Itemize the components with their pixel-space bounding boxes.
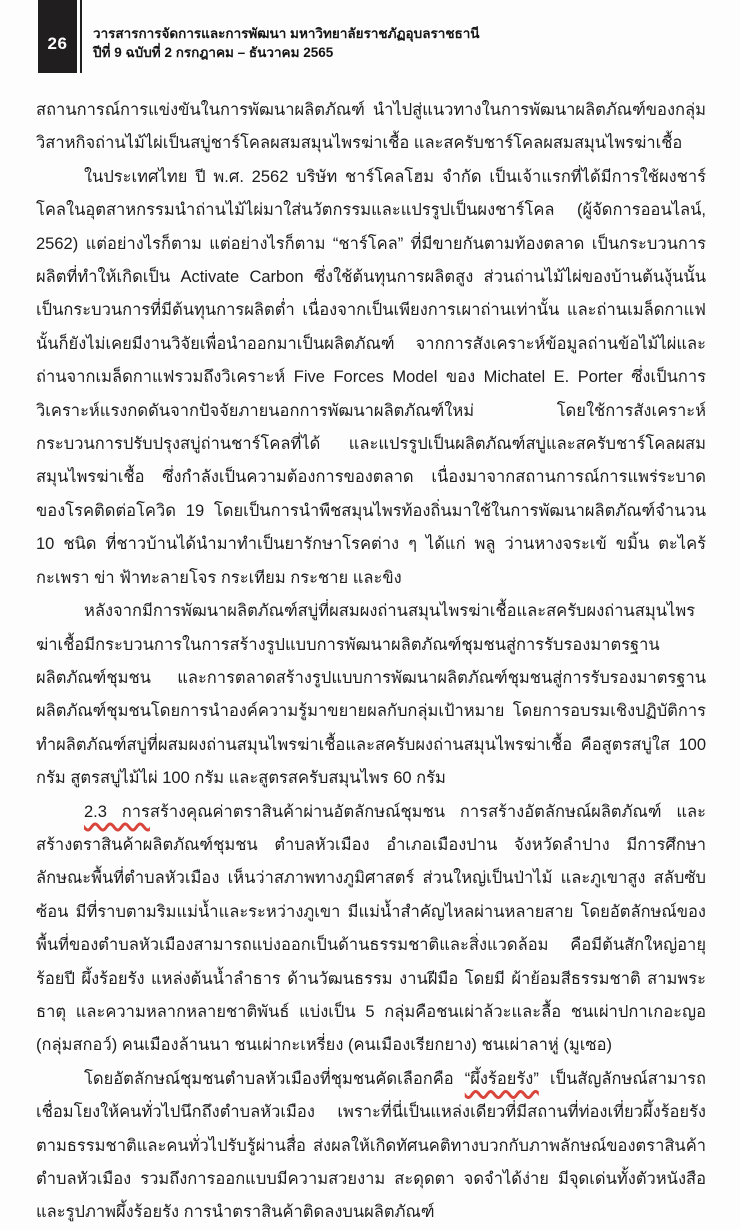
paragraph-text: หลังจากมีการพัฒนาผลิตภัณฑ์สบู่ที่ผสมผงถ่านสมุนไพรฆ่าเชื้อและสครับผงถ่านสมุนไพรฆ่าเชื้อมีกระบวนการในการสร้างรูปแบบการพัฒนาผลิตภัณฑ์ชุมชนสู่การรับรองมาตรฐานผลิตภัณฑ์ชุมชน และการตลาดสร้างรูปแบบการพัฒนาผลิตภัณฑ์ชุมชนสู่การรับรองมาตรฐานผลิตภัณฑ์ชุมชนโดยการนำองค์ความรู้มาขยายผลกับกลุ่มเป้าหมาย โดยการอบรมเชิงปฏิบัติการทำผลิตภัณฑ์สบู่ที่ผสมผงถ่านสมุนไพรฆ่าเชื้อและสครับผงถ่านสมุนไพรฆ่าเชื้อ คือสูตรสบู่ใส 100 กรัม สูตรสบู่ไม้ไผ่ 100 กรัม และสูตรสครับสมุนไพร 60 กรัม [36, 602, 706, 788]
page-number-box [38, 0, 77, 73]
article-body [36, 94, 706, 1230]
red-wavy-underline-annotation: 2.3 การ [84, 802, 150, 821]
paragraph-text: ในประเทศไทย ปี พ.ศ. 2562 บริษัท ชาร์โคลโฮม จำกัด เป็นเจ้าแรกที่ได้มีการใช้ผงชาร์โคลในอุตสาหกรรมนำถ่านไม้ไผ่มาใส่นวัตกรรมและแปรรูปเป็นผงชาร์โคล (ผู้จัดการออนไลน์, 2562) แต่อย่างไรก็ตาม แต่อย่างไรก็ตาม “ชาร์โคล” ที่มีขายกันตามท้องตลาด เป็นกระบวนการผลิตที่ทำให้เกิดเป็น Activate Carbon ซึ่งใช้ต้นทุนการผลิตสูง ส่วนถ่านไม้ไผ่ของบ้านต้นงุ้นนั้นเป็นกระบวนการที่มีต้นทุนการผลิตต่ำ เนื่องจากเป็นเพียงการเผาถ่านเท่านั้น และถ่านเมล็ดกาแฟนั้นก็ยังไม่เคยมีงานวิจัยเพื่อนำออกมาเป็นผลิตภัณฑ์ จากการสังเคราะห์ข้อมูลถ่านข้อไม้ไผ่และถ่านจากเมล็ดกาแฟรวมถึงวิเคราะห์ Five Forces Model ของ Michatel E. Porter ซึ่งเป็นการวิเคราะห์แรงกดดันจากปัจจัยภายนอกการพัฒนาผลิตภัณฑ์ใหม่ โดยใช้การสังเคราะห์กระบวนการปรับปรุงสบู่ถ่านชาร์โคลที่ได้ และแปรรูปเป็นผลิตภัณฑ์สบู่และสครับชาร์โคลผสมสมุนไพรฆ่าเชื้อ ซึ่งกำลังเป็นความต้องการของตลาด เนื่องมาจากสถานการณ์การแพร่ระบาดของโรคติดต่อโควิด 19 โดยเป็นการนำพืชสมุนไพรท้องถิ่นมาใช้ในการพัฒนาผลิตภัณฑ์จำนวน 10 ชนิด ที่ชาวบ้านได้นำมาทำเป็นยารักษาโรคต่าง ๆ ได้แก่ พลู ว่านหางจระเข้ ขมิ้น ตะไคร้ กะเพรา ข่า ฟ้าทะลายโจร กระเทียม กระชาย และขิง [36, 167, 706, 587]
paragraph-text: สถานการณ์การแข่งขันในการพัฒนาผลิตภัณฑ์ นำไปสู่แนวทางในการพัฒนาผลิตภัณฑ์ของกลุ่มวิสาหกิจถ่านไม้ไผ่เป็นสบู่ชาร์โคลผสมสมุนไพรฆ่าเชื้อ และสครับชาร์โคลผสมสมุนไพรฆ่าเชื้อ [36, 101, 706, 153]
paragraph-continuation [36, 94, 706, 161]
header-divider-rule [80, 0, 82, 73]
journal-issue-line: ปีที่ 9 ฉบับที่ 2 กรกฎาคม – ธันวาคม 2565 [93, 45, 334, 60]
paragraph-community-identity [36, 1063, 706, 1230]
paragraph-section-2-3 [36, 796, 706, 1063]
page-number: 26 [47, 33, 68, 53]
paragraph-product-development [36, 595, 706, 795]
paragraph-text: เป็นสัญลักษณ์สามารถเชื่อมโยงให้คนทั่วไปนึกถึงตำบลหัวเมือง เพราะที่นี่เป็นแหล่งเดียวที่มีสถานที่ท่องเที่ยวผึ้งร้อยรังตามธรรมชาติและคนทั่วไปรับรู้ผ่านสื่อ ส่งผลให้เกิดทัศนคติทางบวกกับภาพลักษณ์ของตราสินค้าตำบลหัวเมือง รวมถึงการออกแบบมีความสวยงาม สะดุดตา จดจำได้ง่าย มีจุดเด่นทั้งตัวหนังสือและรูปภาพผึ้งร้อยรัง การนำตราสินค้าติดลงบนผลิตภัณฑ์ [36, 1069, 706, 1222]
paragraph-text: โดยอัตลักษณ์ชุมชนตำบลหัวเมืองที่ชุมชนคัดเลือกคือ [84, 1069, 465, 1088]
journal-title: วารสารการจัดการและการพัฒนา มหาวิทยาลัยราชภัฏอุบลราชธานี [93, 26, 480, 41]
paragraph-thailand-charcoal [36, 161, 706, 595]
journal-header [93, 24, 653, 62]
red-wavy-underline-annotation: “ผึ้งร้อยรัง” [464, 1069, 539, 1088]
paragraph-text: สร้างคุณค่าตราสินค้าผ่านอัตลักษณ์ชุมชน การสร้างอัตลักษณ์ผลิตภัณฑ์ และสร้างตราสินค้าผลิตภัณฑ์ชุมชน ตำบลหัวเมือง อำเภอเมืองปาน จังหวัดลำปาง มีการศึกษาลักษณะพื้นที่ตำบลหัวเมือง เห็นว่าสภาพทางภูมิศาสตร์ ส่วนใหญ่เป็นป่าไม้ และภูเขาสูง สลับซับซ้อน มีที่ราบตามริมแม่น้ำและระหว่างภูเขา มีแม่น้ำสำคัญไหลผ่านหลายสาย โดยอัตลักษณ์ของพื้นที่ของตำบลหัวเมืองสามารถแบ่งออกเป็นด้านธรรมชาติและสิ่งแวดล้อม คือมีต้นสักใหญ่อายุร้อยปี ผึ้งร้อยรัง แหล่งต้นน้ำลำธาร ด้านวัฒนธรรม งานฝีมือ โดยมี ผ้าย้อมสีธรรมชาติ สามพระธาตุ และความหลากหลายชาติพันธ์ แบ่งเป็น 5 กลุ่มคือชนเผ่าล้วะและลื้อ ชนเผ่าปกาเกอะญอ (กลุ่มสกอว์) คนเมืองล้านนา ชนเผ่ากะเหรี่ยง (คนเมืองเรียกยาง) ชนเผ่าลาหู่ (มูเซอ) [36, 802, 706, 1055]
